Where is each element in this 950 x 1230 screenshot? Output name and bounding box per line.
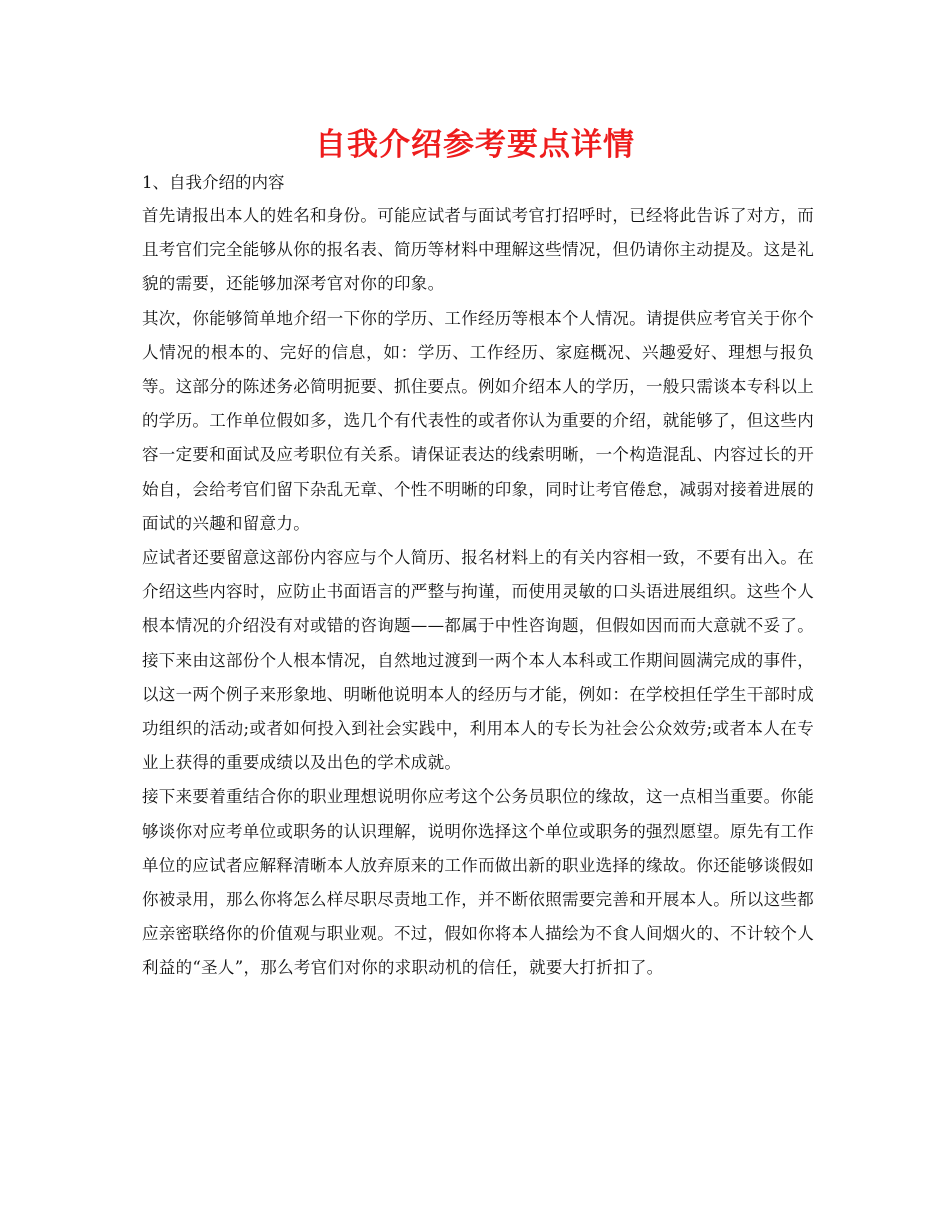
paragraph: 首先请报出本人的姓名和身份。可能应试者与面试考官打招呼时，已经将此告诉了对方，而且考官们完全能够从你的报名表、简历等材料中理解这些情况，但仍请你主动提及。这是礼貌的需要，还能够加深考官对你的印象。 bbox=[142, 206, 814, 294]
document-title: 自我介绍参考要点详情 bbox=[315, 127, 635, 163]
paragraph: 应试者还要留意这部份内容应与个人简历、报名材料上的有关内容相一致，不要有出入。在介绍这些内容时，应防止书面语言的严整与拘谨，而使用灵敏的口头语进展组织。这些个人根本情况的介绍没有对或错的咨询题——都属于中性咨询题，但假如因而而大意就不妥了。 bbox=[142, 548, 814, 636]
paragraph: 其次，你能够简单地介绍一下你的学历、工作经历等根本个人情况。请提供应考官关于你个人情况的根本的、完好的信息，如：学历、工作经历、家庭概况、兴趣爱好、理想与报负等。这部分的陈述务必简明扼要、抓住要点。例如介绍本人的学历，一般只需谈本专科以上的学历。工作单位假如多，选几个有代表性的或者你认为重要的介绍，就能够了，但这些内容一定要和面试及应考职位有关系。请保证表达的线索明晰，一个构造混乱、内容过长的开始自，会给考官们留下杂乱无章、个性不明晰的印象，同时让考官倦怠，减弱对接着进展的面试的兴趣和留意力。 bbox=[142, 308, 814, 533]
section-heading: 1、自我介绍的内容 bbox=[142, 173, 285, 192]
document-body bbox=[142, 170, 814, 986]
paragraph: 接下来要着重结合你的职业理想说明你应考这个公务员职位的缘故，这一点相当重要。你能够谈你对应考单位或职务的认识理解，说明你选择这个单位或职务的强烈愿望。原先有工作单位的应试者应解释清晰本人放弃原来的工作而做出新的职业选择的缘故。你还能够谈假如你被录用，那么你将怎么样尽职尽责地工作，并不断依照需要完善和开展本人。所以这些都应亲密联络你的价值观与职业观。不过，假如你将本人描绘为不食人间烟火的、不计较个人利益的“圣人”，那么考官们对你的求职动机的信任，就要大打折扣了。 bbox=[142, 787, 814, 978]
paragraph: 接下来由这部份个人根本情况，自然地过渡到一两个本人本科或工作期间圆满完成的事件，以这一两个例子来形象地、明晰他说明本人的经历与才能，例如：在学校担任学生干部时成功组织的活动;或者如何投入到社会实践中，利用本人的专长为社会公众效劳;或者本人在专业上获得的重要成绩以及出色的学术成就。 bbox=[142, 650, 814, 773]
